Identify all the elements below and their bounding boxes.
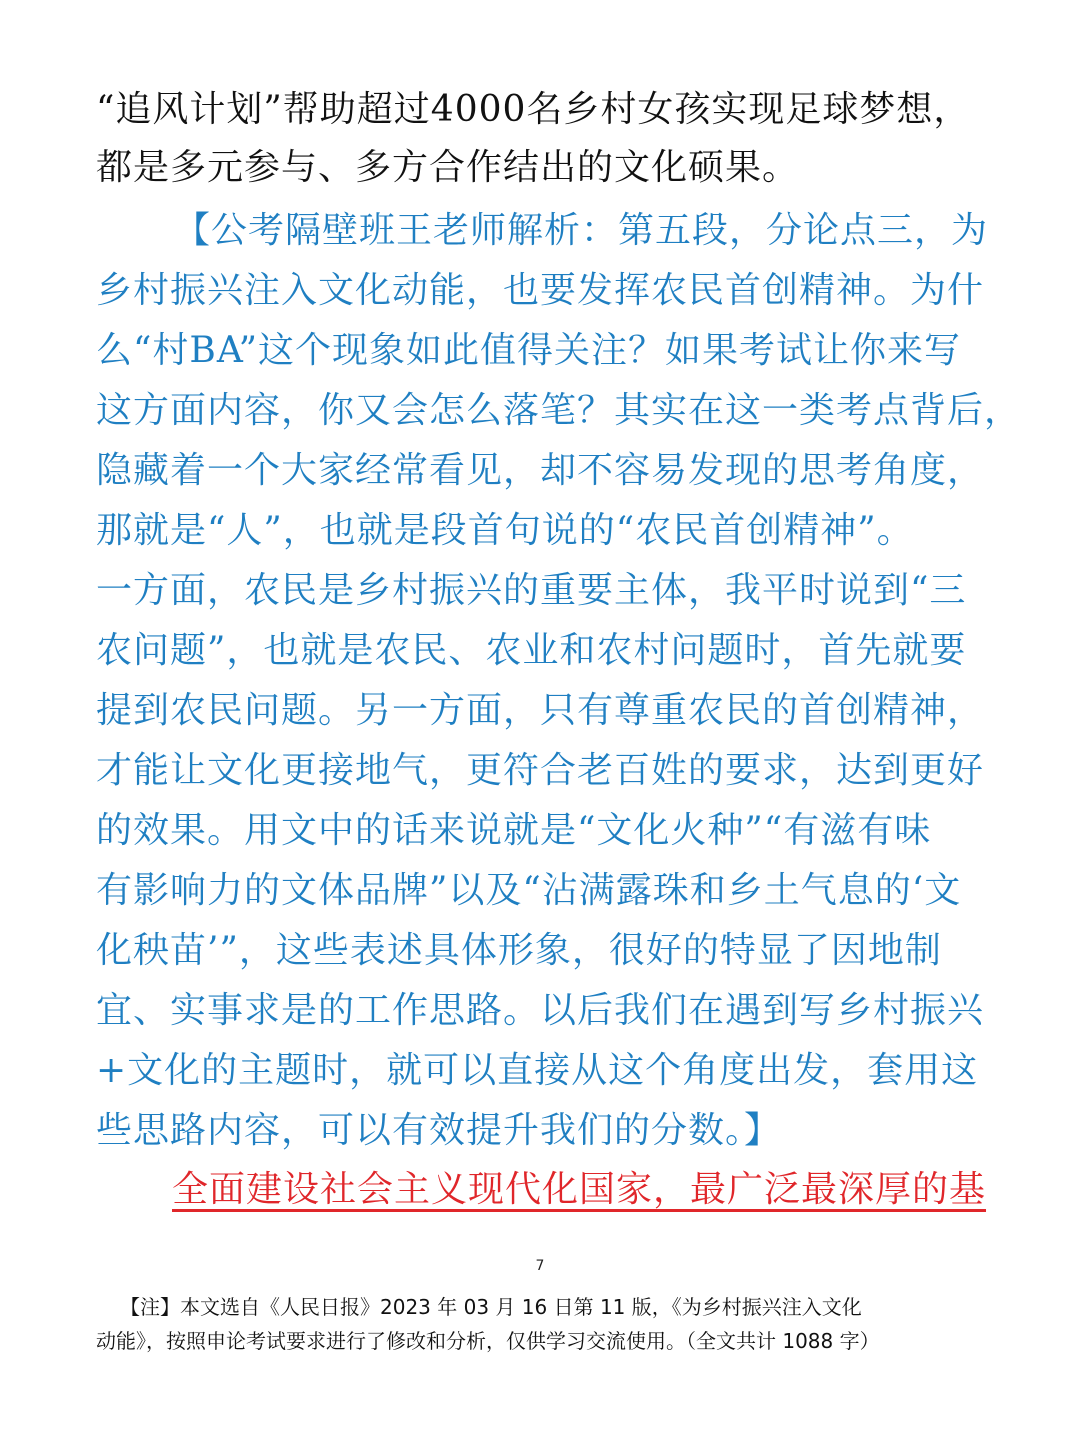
analysis-line-1: 【公考隔壁班王老师解析：第五段，分论点三，为	[174, 210, 989, 251]
analysis-line-13: 化秧苗’”，这些表述具体形象，很好的特显了因地制	[96, 930, 942, 971]
analysis-line-3: 么“村BA”这个现象如此值得关注？如果考试让你来写	[96, 330, 961, 371]
body-text-line-2: 都是多元参与、多方合作结出的文化硕果。	[96, 147, 800, 188]
highlight-heading: 全面建设社会主义现代化国家，最广泛最深厚的基	[172, 1169, 987, 1210]
analysis-line-5: 隐藏着一个大家经常看见，却不容易发现的思考角度，	[96, 450, 985, 491]
analysis-line-6: 那就是“人”，也就是段首句说的“农民首创精神”。	[96, 510, 914, 551]
footnote-line-1: 【注】本文选自《人民日报》2023 年 03 月 16 日第 11 版，《为乡村振兴注入文化	[120, 1295, 862, 1319]
analysis-line-9: 提到农民问题。另一方面，只有尊重农民的首创精神，	[96, 690, 985, 731]
page-number: 7	[535, 1258, 545, 1274]
analysis-line-10: 才能让文化更接地气，更符合老百姓的要求，达到更好	[96, 750, 985, 791]
analysis-line-12: 有影响力的文体品牌”以及“沾满露珠和乡土气息的‘文	[96, 870, 962, 911]
analysis-line-7: 一方面，农民是乡村振兴的重要主体，我平时说到“三	[96, 570, 967, 611]
analysis-line-8: 农问题”，也就是农民、农业和农村问题时，首先就要	[96, 630, 967, 671]
analysis-line-4: 这方面内容，你又会怎么落笔？其实在这一类考点背后，	[96, 390, 1022, 431]
analysis-line-16: 些思路内容，可以有效提升我们的分数。】	[96, 1110, 782, 1151]
analysis-line-2: 乡村振兴注入文化动能，也要发挥农民首创精神。为什	[96, 270, 985, 311]
analysis-line-11: 的效果。用文中的话来说就是“文化火种”“有滋有味	[96, 810, 932, 851]
analysis-line-15: +文化的主题时，就可以直接从这个角度出发，套用这	[96, 1050, 979, 1091]
body-text-line-1: “追风计划”帮助超过4000名乡村女孩实现足球梦想，	[96, 89, 971, 130]
analysis-line-14: 宜、实事求是的工作思路。以后我们在遇到写乡村振兴	[96, 990, 985, 1031]
footnote-line-2: 动能》，按照申论考试要求进行了修改和分析，仅供学习交流使用。（全文共计 1088 字）	[96, 1329, 880, 1353]
